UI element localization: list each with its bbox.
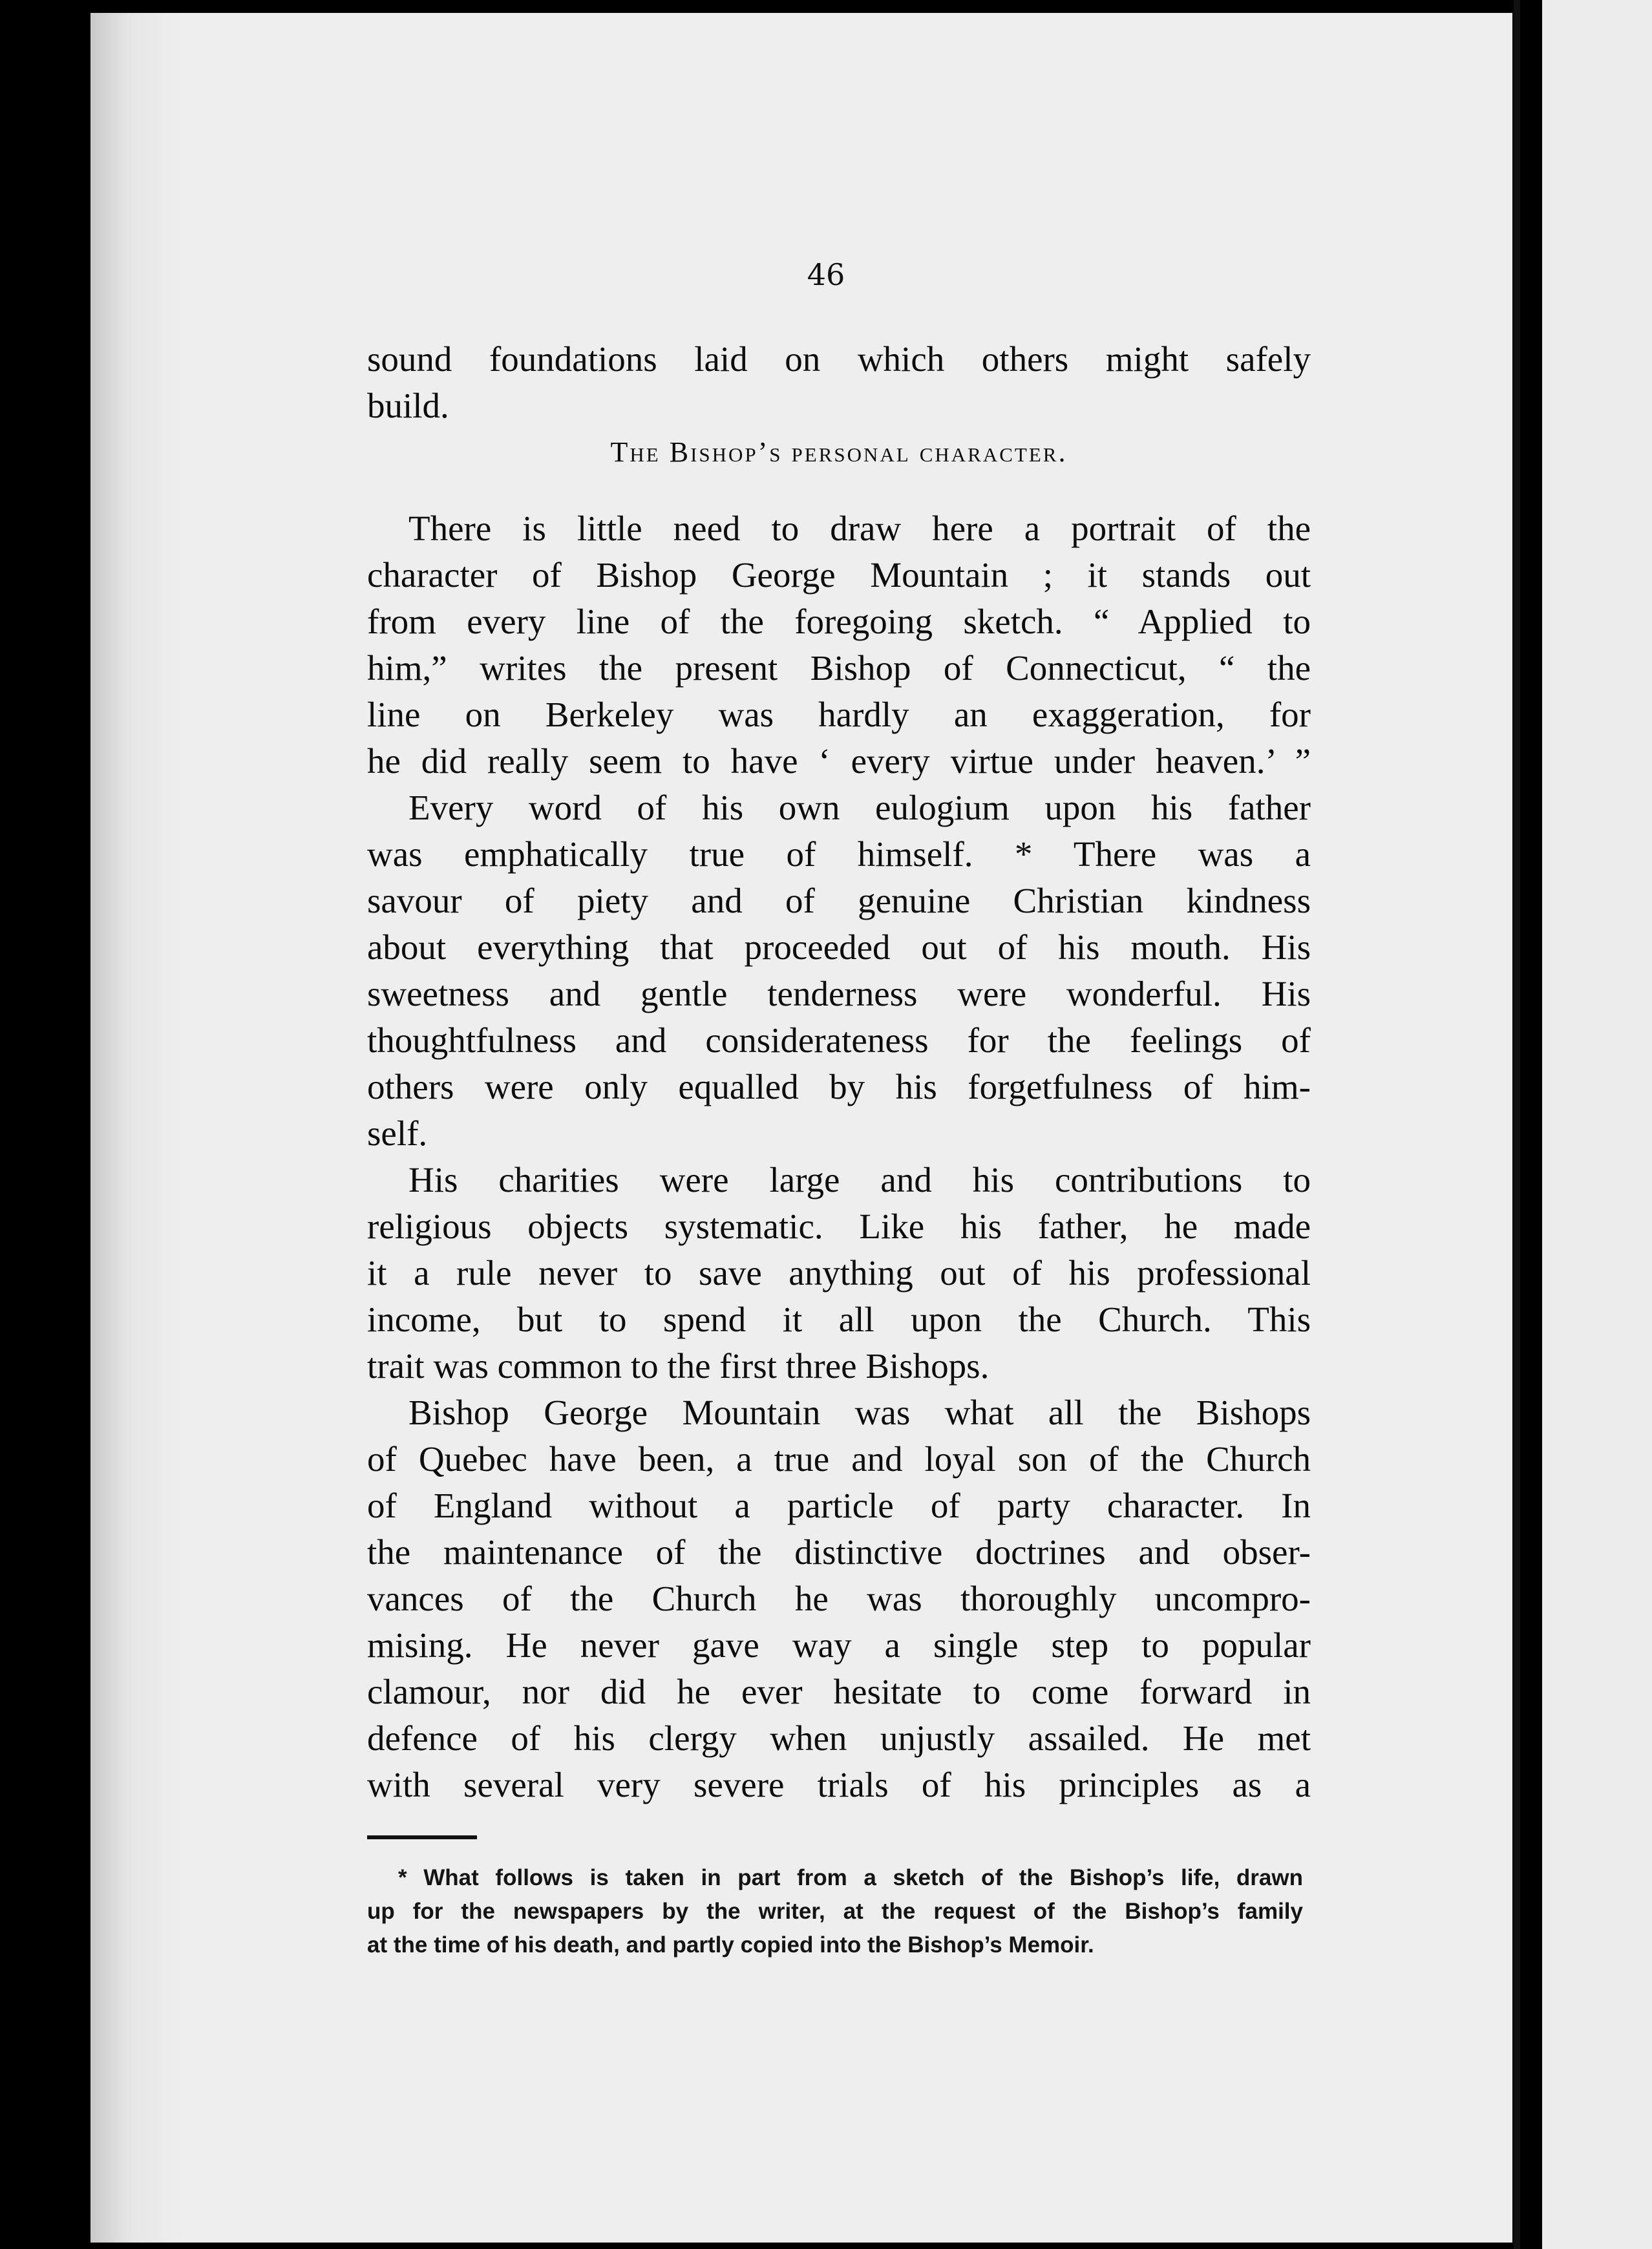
text-line: he did really seem to have ‘ every virtue under heaven.’ ” xyxy=(367,741,1311,781)
page-number: 46 xyxy=(807,257,845,292)
facing-page-edge xyxy=(1542,0,1652,2249)
text-line: with several very severe trials of his principles as a xyxy=(367,1765,1311,1804)
text-line: it a rule never to save anything out of his professional xyxy=(367,1253,1311,1293)
text-line: was emphatically true of himself. * There was a xyxy=(367,834,1311,874)
text-line: of England without a particle of party character. In xyxy=(367,1486,1311,1525)
footnote xyxy=(367,1861,1303,1962)
footnote-line: at the time of his death, and partly copied into the Bishop’s Memoir. xyxy=(367,1932,1094,1958)
text-line: him,” writes the present Bishop of Connecticut, “ the xyxy=(367,648,1311,688)
page-gutter xyxy=(1514,0,1520,2249)
text-line: vances of the Church he was thoroughly uncompro- xyxy=(367,1579,1311,1618)
text-line: character of Bishop George Mountain ; it stands out xyxy=(367,555,1311,595)
section-heading: The Bishop’s personal character. xyxy=(610,436,1068,468)
text-line: savour of piety and of genuine Christian kindness xyxy=(367,881,1311,920)
text-line: thoughtfulness and considerateness for the feelings of xyxy=(367,1020,1311,1060)
text-line: self. xyxy=(367,1114,428,1153)
body-text xyxy=(367,336,1311,1808)
text-line: His charities were large and his contributions to xyxy=(408,1160,1311,1199)
text-line: religious objects systematic. Like his father, he made xyxy=(367,1207,1311,1246)
footnote-line: * What follows is taken in part from a sketch of the Bishop’s life, drawn xyxy=(398,1865,1303,1890)
text-line: sound foundations laid on which others might safely xyxy=(367,339,1311,379)
text-line: income, but to spend it all upon the Church. This xyxy=(367,1300,1311,1339)
text-line: about everything that proceeded out of his mouth. His xyxy=(367,927,1311,967)
footnote-rule xyxy=(367,1835,477,1839)
text-line: There is little need to draw here a portrait of the xyxy=(408,509,1311,548)
text-line: sweetness and gentle tenderness were wonderful. His xyxy=(367,974,1311,1013)
text-line: others were only equalled by his forgetfulness of him- xyxy=(367,1067,1311,1106)
text-line: Every word of his own eulogium upon his father xyxy=(408,788,1311,827)
text-line: from every line of the foregoing sketch. “ Applied to xyxy=(367,602,1311,641)
text-line: mising. He never gave way a single step to popular xyxy=(367,1625,1311,1665)
text-line: trait was common to the first three Bishops. xyxy=(367,1346,990,1386)
text-line: the maintenance of the distinctive doctrines and obser- xyxy=(367,1532,1311,1572)
text-line: clamour, nor did he ever hesitate to come forward in xyxy=(367,1672,1311,1711)
text-line: line on Berkeley was hardly an exaggeration, for xyxy=(367,695,1311,734)
text-line: Bishop George Mountain was what all the Bishops xyxy=(408,1393,1311,1432)
text-line: defence of his clergy when unjustly assailed. He met xyxy=(367,1718,1311,1758)
text-line: of Quebec have been, a true and loyal son of the Church xyxy=(367,1439,1311,1479)
footnote-line: up for the newspapers by the writer, at the request of the Bishop’s family xyxy=(367,1899,1303,1924)
text-line: build. xyxy=(367,386,449,425)
